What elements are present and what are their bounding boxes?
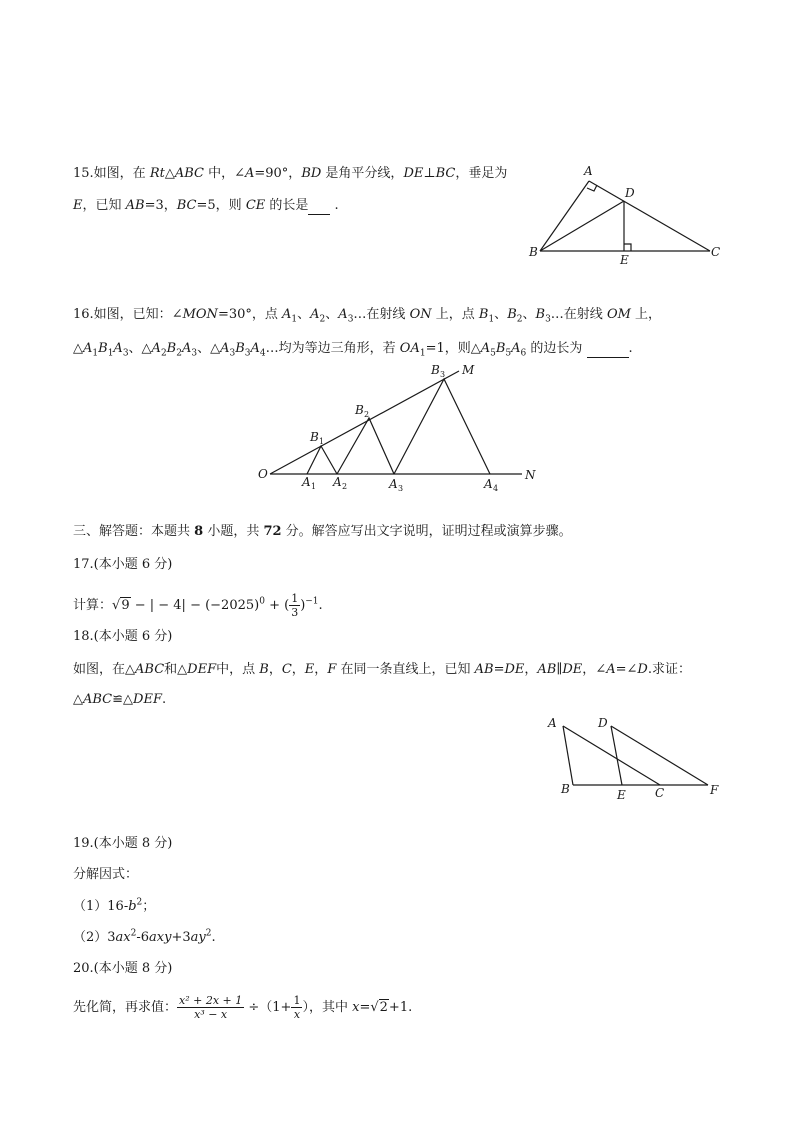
text-fragment: C — [281, 662, 292, 677]
text-fragment: 2 — [205, 928, 212, 939]
label-c: C — [655, 786, 665, 800]
label-a4-sub: 4 — [493, 484, 499, 493]
text-fragment: CE — [245, 198, 266, 213]
text-fragment: . — [628, 341, 633, 356]
text-fragment: ， — [268, 662, 282, 677]
text-fragment: 三、解答题：本题共 — [73, 524, 195, 539]
text-fragment: ， — [524, 662, 538, 677]
triangle-a3b3a4 — [394, 379, 490, 474]
text-fragment: E — [304, 662, 315, 677]
text-fragment: AB — [125, 198, 145, 213]
label-c: C — [711, 245, 721, 259]
text-fragment: 上，点 — [431, 307, 479, 322]
text-fragment: ； — [142, 899, 156, 914]
text-fragment: B — [535, 307, 546, 322]
text-fragment: 3 — [347, 314, 354, 325]
text-fragment: 16.如图，已知： — [73, 307, 172, 322]
text-fragment: B — [507, 307, 517, 322]
text-fragment: A — [338, 307, 348, 322]
text-fragment: 3 — [229, 348, 236, 359]
q16-line-2 — [73, 341, 633, 358]
text-fragment: A — [480, 341, 491, 356]
text-fragment: ÷（1+ — [244, 1000, 292, 1015]
text-fragment: 2 — [176, 348, 182, 359]
label-d: D — [625, 186, 635, 200]
label-m: M — [462, 363, 475, 377]
right-angle-mark-e — [624, 244, 631, 251]
sqrt-2: √2 — [370, 1000, 388, 1015]
text-fragment: 1 — [419, 348, 426, 359]
text-fragment: B — [259, 662, 269, 677]
q15-line-1 — [73, 166, 507, 182]
text-fragment: . — [334, 198, 339, 213]
text-fragment: A — [83, 341, 93, 356]
text-fragment: ∥ — [556, 662, 563, 677]
text-fragment: B — [235, 341, 245, 356]
text-fragment: 4 — [259, 348, 266, 359]
text-fragment: ，已知 — [82, 198, 126, 213]
label-b1: B — [310, 430, 319, 444]
label-a1: A — [302, 475, 311, 489]
label-a3-sub: 3 — [398, 484, 404, 493]
text-fragment: = — [359, 1000, 371, 1015]
text-fragment: BC — [176, 198, 197, 213]
text-fragment: =3， — [144, 198, 177, 213]
text-fragment: （2）3 — [73, 930, 116, 945]
ray-om — [270, 371, 459, 474]
text-fragment: 6 — [520, 348, 527, 359]
text-fragment: ax — [115, 930, 131, 945]
label-a3: A — [389, 477, 398, 491]
label-f: F — [710, 783, 719, 797]
text-fragment: 1 — [291, 314, 298, 325]
text-fragment: 3 — [545, 314, 551, 325]
label-d: D — [598, 716, 608, 730]
q18-line-2 — [73, 692, 166, 708]
text-fragment: +1. — [388, 1000, 413, 1015]
text-fragment: 9 — [121, 598, 130, 613]
text-fragment: 、 — [325, 307, 339, 322]
label-b3: B — [431, 363, 440, 377]
text-fragment: x — [352, 1000, 360, 1015]
text-fragment: 中，点 — [216, 662, 260, 677]
text-fragment: BD — [301, 166, 322, 181]
text-fragment: AB — [474, 662, 494, 677]
text-fragment: ， — [291, 662, 305, 677]
text-fragment: B — [98, 341, 108, 356]
label-e: E — [617, 788, 626, 802]
label-a4: A — [484, 477, 493, 491]
segment-bd — [540, 201, 624, 251]
text-fragment: A — [181, 341, 192, 356]
text-fragment: 分。解答应写出文字说明，证明过程或演算步骤。 — [281, 524, 572, 539]
q16-line-1 — [73, 307, 661, 323]
text-fragment: =1，则△ — [425, 341, 481, 356]
text-fragment: 3 — [122, 348, 129, 359]
answer-blank[interactable] — [587, 341, 629, 358]
text-fragment: 2 — [160, 348, 167, 359]
text-fragment: x³ − x — [194, 1008, 228, 1021]
text-fragment: x² + 2x + 1 — [179, 994, 243, 1007]
sqrt-9: √9 — [112, 598, 130, 613]
text-fragment: ∠MON — [171, 307, 218, 322]
text-fragment: -6 — [136, 930, 150, 945]
text-fragment: 5 — [505, 348, 512, 359]
q19-part-1 — [73, 899, 155, 915]
text-fragment: 如图，在 — [73, 662, 126, 677]
text-fragment: （1）16- — [73, 899, 129, 914]
text-fragment: 1 — [293, 994, 301, 1007]
text-fragment: =5，则 — [196, 198, 246, 213]
q19-header: 19.(本小题 8 分) — [73, 836, 173, 851]
text-fragment: ) — [300, 598, 306, 613]
text-fragment: 1 — [488, 314, 495, 325]
text-fragment: +3 — [171, 930, 191, 945]
text-fragment: △DEF — [177, 662, 217, 677]
label-b: B — [561, 782, 570, 796]
fraction-one-over-x — [291, 994, 302, 1021]
segment-ac — [563, 726, 660, 785]
text-fragment: A — [220, 341, 230, 356]
q15-line-2 — [73, 198, 339, 215]
text-fragment: b — [128, 899, 137, 914]
q19-part-2 — [73, 930, 216, 946]
text-fragment: ， — [314, 662, 328, 677]
text-fragment: …在射线 — [550, 307, 607, 322]
text-fragment: 、△ — [197, 341, 221, 356]
text-fragment: axy — [149, 930, 172, 945]
text-fragment: =30°，点 — [217, 307, 283, 322]
text-fragment: ， — [582, 662, 596, 677]
text-fragment: 8 — [194, 524, 204, 539]
section-3-title — [73, 524, 572, 540]
q17-expression — [73, 592, 323, 619]
label-b2: B — [355, 403, 364, 417]
label-a2: A — [333, 475, 342, 489]
text-fragment: A — [250, 341, 260, 356]
text-fragment: 3 — [191, 348, 198, 359]
text-fragment: . — [161, 692, 167, 707]
text-fragment: 是角平分线， — [321, 166, 404, 181]
label-a2-sub: 2 — [342, 482, 348, 491]
text-fragment: ≌ — [112, 692, 124, 707]
text-fragment: 2 — [136, 897, 143, 908]
text-fragment: DE⊥BC — [403, 166, 456, 181]
text-fragment: F — [327, 662, 337, 677]
text-fragment: 1 — [92, 348, 99, 359]
text-fragment: 2 — [379, 1000, 388, 1015]
text-fragment: DE — [562, 662, 583, 677]
text-fragment: DE — [504, 662, 525, 677]
text-fragment: 和 — [164, 662, 178, 677]
text-fragment: △DEF — [123, 692, 162, 707]
text-fragment: …均为等边三角形，若 — [265, 341, 400, 356]
label-b3-sub: 3 — [440, 370, 446, 379]
text-fragment: 的长是 — [265, 198, 309, 213]
text-fragment: 3 — [244, 348, 251, 359]
text-fragment: ，垂足为 — [455, 166, 508, 181]
text-fragment: A — [151, 341, 161, 356]
text-fragment: △ — [73, 341, 83, 356]
text-fragment: ∠A — [595, 662, 616, 677]
segment-df — [611, 726, 708, 785]
text-fragment: − | − 4| − (−2025) — [130, 598, 260, 613]
main-fraction — [177, 994, 244, 1021]
text-fragment: 上， — [630, 307, 662, 322]
text-fragment: △ABC — [73, 692, 113, 707]
right-angle-mark-a — [587, 185, 597, 191]
text-fragment: B — [478, 307, 489, 322]
text-fragment: 、 — [494, 307, 508, 322]
text-fragment: −1 — [305, 596, 319, 607]
text-fragment: ），其中 — [302, 1000, 353, 1015]
label-b1-sub: 1 — [319, 437, 325, 446]
text-fragment: x — [293, 1008, 301, 1021]
text-fragment: A — [511, 341, 521, 356]
label-a: A — [548, 716, 557, 730]
text-fragment: …在射线 — [353, 307, 410, 322]
triangle-a1b1a2 — [307, 446, 337, 474]
segment-ba — [540, 181, 589, 251]
text-fragment: 15.如图，在 — [73, 166, 150, 181]
text-fragment: 计算： — [73, 598, 113, 613]
label-n: N — [525, 468, 536, 482]
q20-expression — [73, 992, 412, 1024]
label-a: A — [584, 164, 593, 178]
text-fragment: ∠D — [626, 662, 648, 677]
text-fragment: A — [113, 341, 123, 356]
q17-header: 17.(本小题 6 分) — [73, 557, 173, 572]
q18-line-1 — [73, 662, 691, 678]
text-fragment: . — [318, 598, 323, 613]
text-fragment: ∠A — [234, 166, 255, 181]
fraction-one-third — [289, 592, 300, 619]
text-fragment: 1 — [291, 592, 299, 605]
text-fragment: 72 — [263, 524, 282, 539]
text-fragment: A — [310, 307, 320, 322]
text-fragment: 、 — [522, 307, 536, 322]
text-fragment: = — [493, 662, 505, 677]
text-fragment: 0 — [259, 596, 265, 607]
text-fragment: B — [166, 341, 177, 356]
label-o: O — [258, 467, 268, 481]
q19-intro: 分解因式： — [73, 867, 139, 882]
text-fragment: A — [282, 307, 292, 322]
label-a1-sub: 1 — [311, 482, 317, 491]
text-fragment: 先化简，再求值： — [73, 1000, 178, 1015]
text-fragment: 5 — [490, 348, 496, 359]
text-fragment: AB — [537, 662, 557, 677]
segment-de — [611, 726, 622, 785]
text-fragment: 小题，共 — [203, 524, 264, 539]
triangle-a2b2a3 — [337, 418, 394, 474]
label-b: B — [529, 245, 538, 259]
text-fragment: ay — [190, 930, 206, 945]
text-fragment: . — [211, 930, 216, 945]
text-fragment: =90°， — [254, 166, 302, 181]
text-fragment: 中， — [203, 166, 235, 181]
text-fragment: = — [615, 662, 627, 677]
text-fragment: 、 — [297, 307, 311, 322]
label-e: E — [620, 253, 629, 267]
text-fragment: 的边长为 — [526, 341, 587, 356]
text-fragment: 、△ — [128, 341, 152, 356]
text-fragment: E — [73, 198, 83, 213]
text-fragment: 2 — [319, 314, 326, 325]
answer-blank[interactable] — [308, 198, 330, 215]
text-fragment: OA — [399, 341, 420, 356]
text-fragment: 1 — [107, 348, 114, 359]
text-fragment: 2 — [516, 314, 523, 325]
text-fragment: .求证： — [647, 662, 691, 677]
text-fragment: 3 — [291, 606, 299, 619]
text-fragment: △ABC — [125, 662, 165, 677]
q18-header: 18.(本小题 6 分) — [73, 629, 173, 644]
segment-ac — [589, 181, 710, 251]
text-fragment: 2 — [130, 928, 137, 939]
text-fragment: Rt△ABC — [149, 166, 204, 181]
text-fragment: ON — [409, 307, 432, 322]
segment-ab — [563, 726, 573, 785]
label-b2-sub: 2 — [364, 410, 370, 419]
text-fragment: OM — [606, 307, 631, 322]
text-fragment: + ( — [264, 598, 290, 613]
text-fragment: B — [495, 341, 506, 356]
q20-header: 20.(本小题 8 分) — [73, 961, 173, 976]
text-fragment: 在同一条直线上，已知 — [336, 662, 475, 677]
